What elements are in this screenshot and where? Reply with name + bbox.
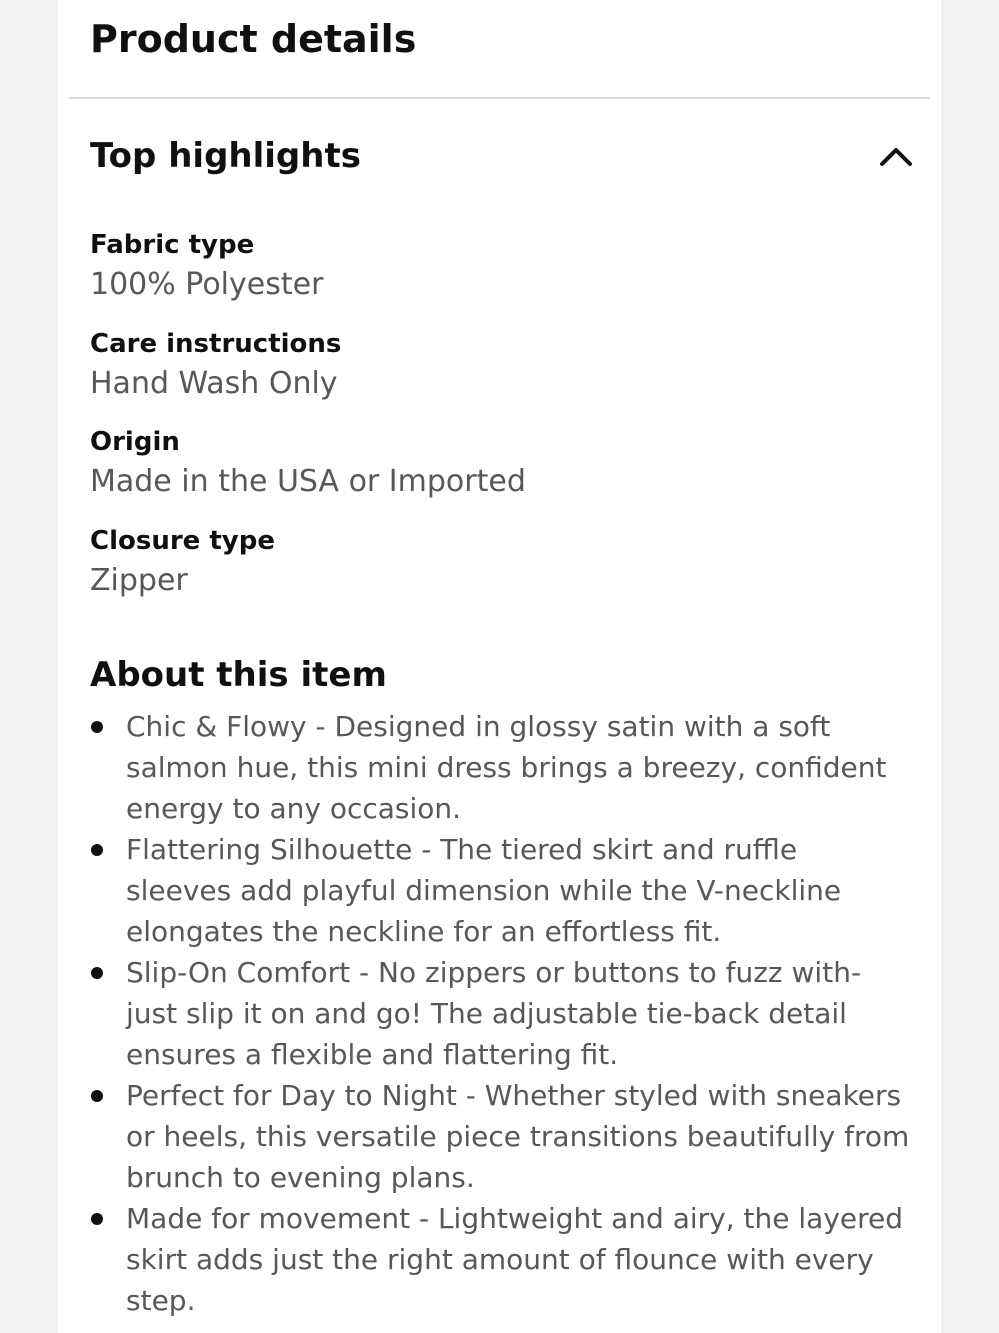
- list-item: [90, 1075, 910, 1198]
- list-item: [90, 952, 910, 1075]
- attribute-value: Hand Wash Only: [90, 365, 338, 401]
- list-item: [90, 829, 910, 952]
- chevron-up-icon[interactable]: [878, 142, 914, 170]
- attribute-value: Made in the USA or Imported: [90, 464, 526, 499]
- attribute-value: 100% Polyester: [90, 267, 324, 302]
- list-item: [90, 1198, 910, 1321]
- bullet-text: Perfect for Day to Night - Whether styled with sneakers or heels, this versatile piece transitions beautifully from brunch to evening plans.: [126, 1079, 910, 1194]
- attribute-value: Zipper: [90, 562, 188, 598]
- attribute-label: Fabric type: [90, 230, 255, 260]
- attribute-label: Closure type: [90, 525, 275, 556]
- attribute-closure-type: [90, 522, 920, 621]
- product-details-title: Product details: [90, 17, 417, 61]
- bullet-text: Made for movement - Lightweight and airy, the layered skirt adds just the right amount of flounce with every step.: [126, 1202, 904, 1317]
- attribute-care-instructions: [90, 325, 920, 424]
- section-divider: [69, 97, 930, 99]
- attribute-label: Origin: [90, 427, 180, 457]
- bullet-icon: [91, 1213, 103, 1225]
- top-highlights-toggle[interactable]: [90, 130, 920, 182]
- bullet-icon: [91, 967, 103, 979]
- bullet-icon: [91, 1090, 103, 1102]
- attribute-fabric-type: [90, 226, 920, 325]
- bullet-icon: [91, 844, 103, 856]
- list-item: [90, 706, 910, 829]
- about-bullet-list: [90, 706, 910, 1321]
- attribute-origin: [90, 423, 920, 522]
- bullet-text: Slip-On Comfort - No zippers or buttons to fuzz with- just slip it on and go! The adjustable tie-back detail ensures a flexible and flattering fit.: [126, 956, 862, 1071]
- bullet-icon: [91, 721, 103, 733]
- top-highlights-title: Top highlights: [90, 136, 361, 176]
- highlights-attribute-list: [90, 226, 920, 620]
- attribute-label: Care instructions: [90, 328, 342, 359]
- bullet-text: Flattering Silhouette - The tiered skirt and ruffle sleeves add playful dimension while the V-neckline elongates the neckline for an effortless fit.: [126, 833, 842, 948]
- about-this-item-title: About this item: [90, 655, 387, 695]
- bullet-text: Chic & Flowy - Designed in glossy satin with a soft salmon hue, this mini dress brings a breezy, confident energy to any occasion.: [126, 710, 887, 825]
